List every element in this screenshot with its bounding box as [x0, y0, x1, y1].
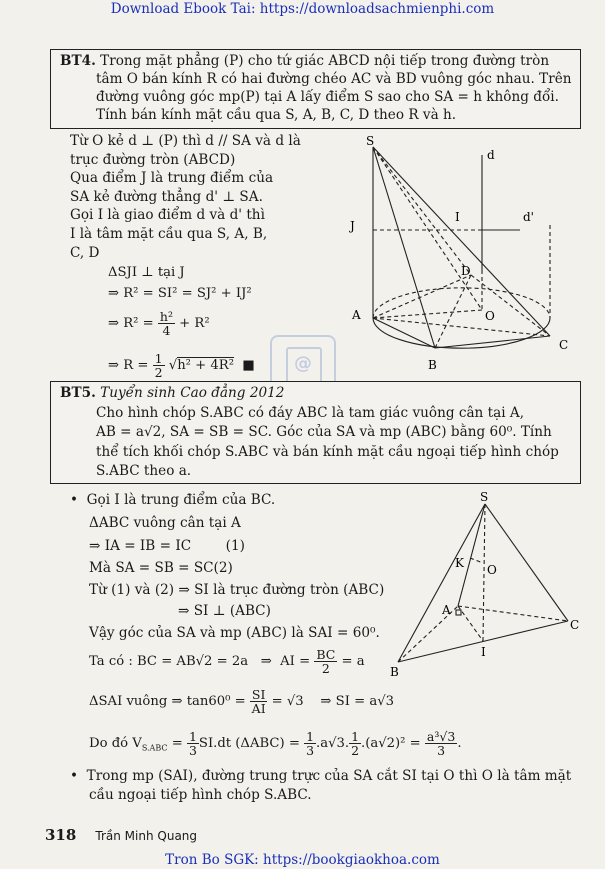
sol5-l10-d4: 3 [437, 743, 446, 758]
sol5-l10-b: SI.dt (ΔABC) = [198, 736, 300, 751]
sol4-math-3 [108, 310, 210, 337]
sol5-l8-pre: Ta có : BC = AB√2 = 2a ⇒ AI = [89, 654, 311, 669]
sol5-l10-n1: 1 [188, 729, 197, 744]
footer-link[interactable]: Tron Bo SGK: https://bookgiaokhoa.com [165, 852, 440, 868]
sol5-line-5: Từ (1) và (2) ⇒ SI là trục đường tròn (ABC) [89, 582, 385, 598]
bt4-line-2: tâm O bán kính R có hai đường chéo AC và BD vuông góc nhau. Trên [96, 71, 572, 87]
fig2-S: S [480, 490, 489, 504]
sol5-l10-n3: 1 [351, 729, 360, 744]
sol4-line-5: Gọi I là giao điểm d và d' thì [70, 207, 265, 224]
end-mark: ■ [242, 358, 255, 373]
bt5-problem [60, 384, 559, 482]
sol4-math-4-root: h² + 4R² [177, 358, 235, 373]
sol5-line-11: • Trong mp (SAI), đường trung trực của SA cắt SI tại O thì O là tâm mặt [70, 768, 572, 784]
sol4-math-4-pre: ⇒ R = [108, 358, 149, 373]
bt4-line-1: Trong mặt phẳng (P) cho tứ giác ABCD nội tiếp trong đường tròn [100, 53, 550, 69]
fig2-A: A [442, 603, 451, 617]
sol5-line-2: ΔABC vuông cân tại A [89, 515, 241, 531]
watermark-logo: @ [270, 335, 336, 401]
pyramid-figure [380, 490, 590, 680]
sol5-line-12: cầu ngoại tiếp hình chóp S.ABC. [89, 787, 312, 803]
sol5-l10-e: .(a√2)² = [361, 736, 421, 751]
author-name: Trần Minh Quang [95, 829, 198, 843]
sol5-line-9 [89, 688, 394, 715]
fig1-O: O [485, 309, 495, 323]
fig1-A: A [352, 308, 361, 322]
bt5-tag: BT5. [60, 385, 96, 401]
bt4-line-4: Tính bán kính mặt cầu qua S, A, B, C, D theo R và h. [96, 107, 457, 123]
sol5-line-10: Do đó $V_{S.ABC}$ = $\frac{1}{3}$ SI.dt (ΔABC) = $\frac{1}{3}$ .a√3. $\frac{1}{2}$ .(a√2)² = $\frac{\text{a³√3}}{3}$ . [89, 729, 462, 758]
sol4-line-6: I là tâm mặt cầu qua S, A, B, [70, 225, 268, 242]
sol4-line-4: SA kẻ đường thẳng d' ⊥ SA. [70, 188, 263, 205]
sol4-math-1: ΔSJI ⊥ tại J [108, 265, 185, 280]
bt4-problem [60, 52, 572, 124]
bt4-line-3: đường vuông góc mp(P) tại A lấy điểm S sao cho SA = h không đổi. [96, 89, 559, 105]
fig2-O: O [487, 563, 497, 577]
sol5-line-1: • Gọi I là trung điểm của BC. [70, 492, 276, 508]
page-number: 318 [45, 826, 77, 844]
bt4-solution [70, 132, 301, 262]
sol4-math-4: ⇒ R = $\frac{1}{2}$ √h² + 4R² ■ [108, 351, 255, 380]
sol5-line-7: Vậy góc của SA và mp (ABC) là SAI = 60⁰. [89, 625, 380, 641]
fig1-C: C [559, 338, 569, 352]
sol5-l10-c: .a√3. [316, 736, 350, 751]
fig1-B: B [428, 358, 437, 372]
sol5-l1-text: Gọi I là trung điểm của BC. [86, 492, 276, 508]
header-link[interactable]: Download Ebook Tai: https://downloadsachmienphi.com [110, 1, 495, 17]
sol5-line-6: ⇒ SI ⊥ (ABC) [178, 603, 271, 619]
sol5-l8-post: = a [341, 654, 365, 669]
sol4-line-7: C, D [70, 244, 100, 261]
fig1-I: I [455, 210, 460, 224]
sphere-figure [340, 135, 585, 375]
bt5-line-2: AB = a√2, SA = SB = SC. Góc của SA và mp (ABC) bằng 60⁰. Tính [96, 424, 552, 440]
fig1-J: J [350, 219, 355, 233]
sol5-l9-den: AI [251, 701, 266, 716]
fig1-S: S [366, 135, 375, 148]
sol5-l10-n4: a³√3 [426, 729, 456, 744]
fig2-K: K [455, 556, 464, 570]
sol4-line-3: Qua điểm J là trung điểm của [70, 170, 274, 187]
sol5-l8-num: BC [316, 647, 336, 662]
sol4-math-4-den: 2 [154, 365, 163, 380]
sol5-line-3: ⇒ IA = IB = IC (1) [89, 538, 245, 554]
sol4-math-4-num: 1 [154, 351, 163, 366]
bt5-line-1: Cho hình chóp S.ABC có đáy ABC là tam giác vuông cân tại A, [96, 404, 525, 421]
fig1-D: D [461, 264, 471, 278]
sol5-l11-text: Trong mp (SAI), đường trung trực của SA cắt SI tại O thì O là tâm mặt [86, 768, 572, 784]
fig1-d: d [487, 148, 495, 162]
fig2-B: B [390, 665, 399, 679]
sol5-l8-den: 2 [321, 661, 330, 676]
fig1-d2: d' [523, 210, 534, 224]
page-footer [45, 825, 197, 844]
sol4-line-1: Từ O kẻ d ⊥ (P) thì d // SA và d là [70, 133, 301, 149]
sol4-math-3-post: + R² [179, 316, 210, 331]
sol5-l10-d2: 3 [306, 743, 315, 758]
bt5-source: Tuyển sinh Cao đẳng 2012 [100, 385, 285, 401]
sol4-math-3-pre: ⇒ R² = [108, 316, 154, 331]
sol4-math-3-num: h² [159, 309, 173, 324]
bt5-line-3: thể tích khối chóp S.ABC và bán kính mặt cầu ngoại tiếp hình chóp [96, 443, 559, 460]
sol5-l10-pre: Do đó V [89, 736, 142, 751]
bt5-line-4: S.ABC theo a. [96, 463, 192, 479]
fig2-I: I [481, 645, 486, 659]
sol5-l10-n2: 1 [306, 729, 315, 744]
sol4-math-2: ⇒ R² = SI² = SJ² + IJ² [108, 286, 252, 301]
bt4-tag: BT4. [60, 53, 96, 69]
sol5-l9-pre: ΔSAI vuông ⇒ tan60⁰ = [89, 694, 246, 709]
sol5-l9-post: = √3 ⇒ SI = a√3 [271, 694, 395, 709]
sol5-l10-a: = [171, 736, 183, 751]
sol4-line-2: trục đường tròn (ABCD) [70, 151, 236, 168]
sol5-line-4: Mà SA = SB = SC(2) [89, 560, 233, 576]
sol4-math-3-den: 4 [162, 323, 171, 338]
sol5-l9-num: SI [251, 687, 266, 702]
sol5-l10-d1: 3 [188, 743, 197, 758]
sol5-l10-sub: S.ABC [141, 743, 168, 753]
fig2-C: C [570, 618, 580, 632]
sol5-l10-d3: 2 [351, 743, 360, 758]
sol5-line-8 [89, 648, 365, 675]
